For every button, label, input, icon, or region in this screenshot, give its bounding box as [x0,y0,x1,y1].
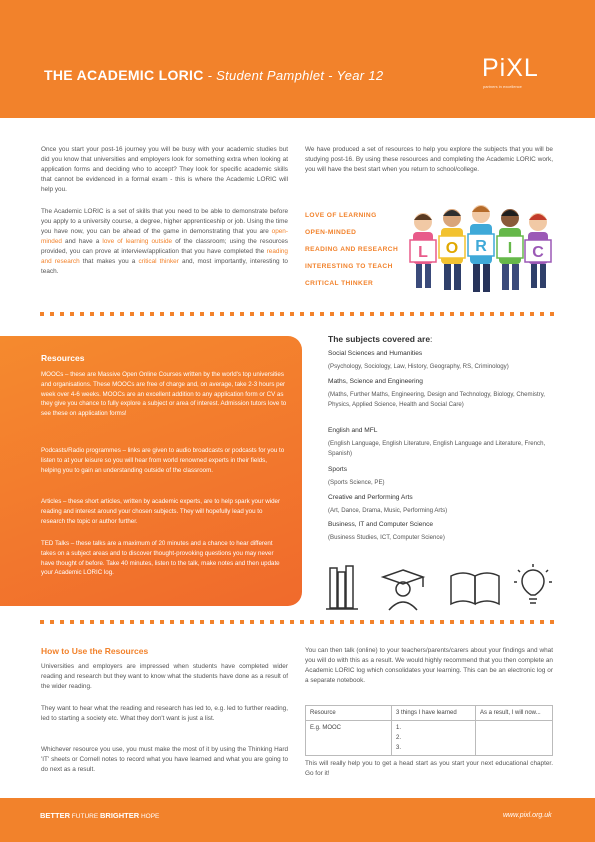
open-book-icon [451,573,499,604]
loric-log-table [305,705,553,756]
table-header-resource: Resource [306,706,392,721]
highlight-critical-thinker: critical thinker [138,258,179,265]
subject-english-mfl-detail: (English Language, English Literature, English Language and Literature, French, Spanish) [328,440,546,457]
how-to-paragraph-1: Universities and employers are impressed when students have completed wider reading and research but they want to know what the students have done as a result of the wider reading. [41,663,288,690]
books-icon [326,566,358,609]
loric-students-illustration [405,200,555,295]
subject-business-it-detail: (Business Studies, ICT, Computer Science) [328,534,445,541]
skill-love-of-learning: LOVE OF LEARNING [305,212,377,219]
footer-url-link[interactable]: www.pixl.org.uk [503,812,552,819]
resource-articles: Articles – these short articles, written by academic experts, are to help spark your wider reading and interest around your chosen subjects. They will hopefully lead you to research the topic or author further. [41,498,281,525]
table-cell-result [476,721,553,756]
skill-critical-thinker: CRITICAL THINKER [305,280,374,287]
how-to-paragraph-2: They want to hear what the reading and research has led to, e.g. led to further reading, led to starting a society etc. What they don't want is just a list. [41,705,288,722]
footer-banner [0,798,595,842]
logo-tagline: partners in excellence [483,84,522,89]
learned-item-1: 1. [396,725,402,731]
table-header-learned: 3 things I have learned [392,706,476,721]
loric-letter-o: O [445,240,459,257]
intro-paragraph-1: Once you start your post-16 journey you will be busy with your academic studies but did you know that universities and employers look for something extra when looking at application forms and deciding who to accept? They look for specific academic skills that cannot be evidenced in a formal exam - this is where the Academic LORIC will help you. [41,146,288,193]
subject-social-sciences-detail: (Psychology, Sociology, Law, History, Geography, RS, Criminology) [328,363,509,370]
subject-social-sciences: Social Sciences and Humanities [328,350,423,357]
dotted-divider [40,620,555,624]
loric-letter-c: C [532,244,544,261]
intro-text: of the classroom; using the resources provided, you can prove at interview/application that you have completed the [41,238,288,255]
skill-reading-research: READING AND RESEARCH [305,246,399,253]
table-header-result: As a result, I will now... [476,706,553,721]
tagline-hope: HOPE [139,813,160,820]
resource-ted-talks: TED Talks – these talks are a maximum of 20 minutes and a chance to hear different takes on a subject areas and to discover thought-provoking questions you may never have thought of before. Take 40 minutes, listen to the talk, make notes and then update your Academic LORIC log. [41,540,280,577]
tagline-future: FUTURE [70,813,100,820]
learned-item-3: 3. [396,745,402,751]
skill-interesting-to-teach: INTERESTING TO TEACH [305,263,393,270]
how-to-paragraph-5: This will really help you to get a head start as you start your next educational chapter. Go for it! [305,760,553,777]
title-main: THE ACADEMIC LORIC [44,67,204,83]
footer-tagline [40,811,159,820]
intro-text: and have a [61,238,103,245]
subject-creative-arts: Creative and Performing Arts [328,494,413,501]
how-to-title: How to Use the Resources [41,646,149,656]
intro-paragraph-3: We have produced a set of resources to help you explore the subjects that you will be studying post-16. By using these resources and completing the Academic LORIC work, you will have the best start when you return to school/college. [305,146,553,173]
table-cell-learned [392,721,476,756]
intro-text: that makes you a [79,258,139,265]
subject-maths-science: Maths, Science and Engineering [328,378,423,385]
dotted-divider [40,312,555,316]
highlight-open-minded: open-minded [41,228,288,245]
page-title [44,67,383,83]
skill-open-minded: OPEN-MINDED [305,229,357,236]
learned-item-2: 2. [396,735,402,741]
intro-text: The Academic LORIC is a set of skills that you need to be able to demonstrate before you apply to a university course, a degree, higher apprenticeship or job. Using the time you have now, you can be ahead of the game in demonstrating that you are [41,208,288,235]
subjects-title-colon: : [430,334,433,344]
highlight-reading-research: reading and research [41,248,288,265]
lightbulb-icon [514,564,552,603]
highlight-love-of-learning: love of learning outside [102,238,173,245]
table-header-row [306,706,553,721]
loric-letter-l: L [418,244,428,261]
subject-business-it: Business, IT and Computer Science [328,521,434,528]
intro-text: and, most importantly, interesting to teach. [41,258,288,275]
subject-icons-row [318,562,558,612]
header-banner [0,0,595,118]
how-to-paragraph-4: You can then talk (online) to your teachers/parents/carers about your findings and what you will do with this as a result. We would highly recommend that you then complete an Academic LORIC log which consolidates your learning. This can be an electronic log or a separate notebook. [305,647,553,684]
subject-sports-detail: (Sports Science, PE) [328,479,385,486]
subjects-title-text: The subjects covered are [328,334,431,344]
loric-letter-i: I [507,240,513,257]
tagline-better: BETTER [40,811,70,820]
subject-english-mfl: English and MFL [328,427,378,434]
subjects-title [328,334,432,344]
graduate-icon [383,570,423,610]
subject-maths-science-detail: (Maths, Further Maths, Engineering, Design and Technology, Biology, Chemistry, Physics, Applied Science, Health and Social Care) [328,391,545,408]
pixl-logo: PiXL [482,54,539,82]
subject-creative-arts-detail: (Art, Dance, Drama, Music, Performing Arts) [328,507,448,514]
resource-podcasts: Podcasts/Radio programmes – links are given to audio broadcasts or podcasts for you to listen to at your leisure so you will hear from world renowned experts in their fields, helping you to gain an understanding outside of the classroom. [41,447,285,474]
resources-title: Resources [41,353,85,363]
table-cell-resource: E.g. MOOC [306,721,392,756]
table-row [306,721,553,756]
title-subtitle: - Student Pamphlet - Year 12 [203,68,384,83]
loric-letter-r: R [475,238,487,255]
intro-paragraph-2 [41,207,288,277]
resource-mooc: MOOCs – these are Massive Open Online Courses written by the world's top universities and organisations. These MOOCs are free of charge and, on average, take 2-3 hours per week over 4-6 weeks. MOOCs are an excellent addition to any application form or CV as they give you chance to fully explore a subject or area of interest. Admission tutors love to see these on application forms! [41,371,287,418]
tagline-brighter: BRIGHTER [99,811,140,820]
how-to-paragraph-3: Whichever resource you use, you must make the most of it by using the Thinking Hard 'IT' sheets or Cornell notes to record what you have learned and what you are going to do next as a result. [41,746,288,773]
subject-sports: Sports [328,466,348,473]
